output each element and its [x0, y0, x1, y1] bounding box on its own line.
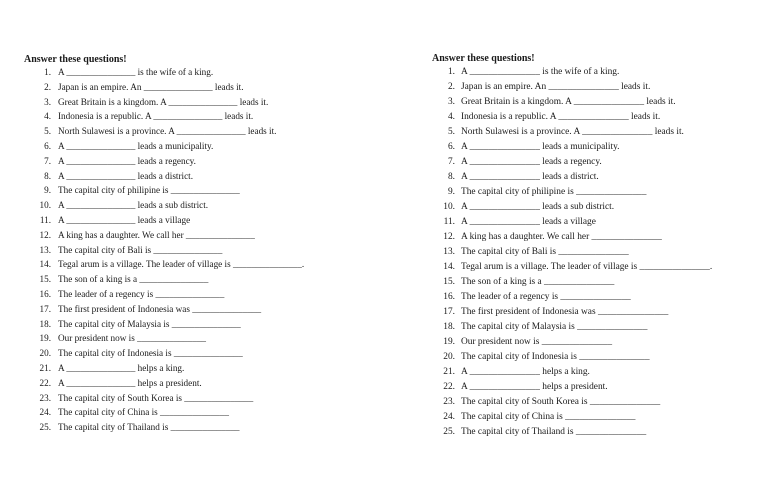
question-item [24, 140, 213, 152]
question-number: 21. [443, 367, 455, 377]
question-number: 10. [443, 202, 455, 212]
question-number: 1. [44, 67, 51, 77]
question-number: 18. [39, 318, 51, 329]
question-number: 6. [447, 142, 455, 152]
question-item [24, 421, 240, 433]
question-text: The capital city of Indonesia is _______________ [461, 352, 650, 362]
question-number: 11. [443, 217, 455, 227]
question-item [24, 288, 224, 300]
question-number: 16. [39, 289, 51, 299]
question-text: North Sulawesi is a province. A _______________ leads it. [58, 126, 277, 137]
question-text: The capital city of South Korea is _______________ [58, 392, 254, 403]
question-text: North Sulawesi is a province. A _______________ leads it. [461, 127, 684, 137]
question-item [24, 214, 190, 226]
question-item [24, 362, 184, 374]
question-text: A _______________ leads a district. [58, 170, 193, 181]
question-item [24, 125, 276, 137]
question-text: A _______________ leads a sub district. [58, 200, 209, 211]
question-number: 2. [44, 81, 51, 92]
question-number: 7. [447, 157, 455, 167]
question-text: Our president now is _______________ [461, 337, 613, 347]
question-text: The first president of Indonesia was _______________ [58, 303, 262, 314]
question-item [24, 110, 253, 122]
question-text: The capital city of Thailand is _______________ [461, 427, 647, 437]
question-text: The capital city of Thailand is _______________ [58, 422, 240, 433]
question-text: The capital city of philipine is _______________ [461, 187, 647, 197]
question-number: 4. [447, 112, 455, 122]
question-item [432, 261, 712, 273]
question-text: Japan is an empire. An _______________ leads it. [461, 82, 651, 92]
question-number: 12. [39, 229, 51, 240]
question-item [432, 201, 614, 213]
question-text: Japan is an empire. An _______________ leads it. [58, 81, 244, 92]
question-number: 20. [443, 352, 455, 362]
question-number: 17. [443, 307, 455, 317]
question-number: 8. [447, 172, 455, 182]
question-number: 23. [39, 392, 51, 403]
question-number: 9. [44, 185, 51, 196]
worksheet-heading: Answer these questions! [24, 54, 127, 65]
question-number: 13. [39, 244, 51, 255]
question-text: A king has a daughter. We call her _______________ [58, 229, 255, 240]
question-number: 3. [447, 97, 455, 107]
question-text: A _______________ helps a king. [461, 367, 590, 377]
question-text: A _______________ leads a regency. [58, 155, 196, 166]
question-item [432, 351, 650, 363]
question-item [24, 96, 268, 108]
question-text: The son of a king is a _______________ [58, 274, 209, 285]
question-text: The son of a king is a _______________ [461, 277, 615, 287]
question-item [432, 156, 602, 168]
question-number: 5. [44, 126, 51, 137]
question-text: A _______________ leads a district. [461, 172, 599, 182]
question-text: The first president of Indonesia was _______________ [461, 307, 669, 317]
question-item [24, 199, 208, 211]
question-text: The capital city of Bali is _______________ [58, 244, 223, 255]
question-number: 25. [443, 427, 455, 437]
question-item [432, 336, 612, 348]
question-number: 20. [39, 348, 51, 359]
question-number: 4. [44, 111, 51, 122]
question-text: Tegal arum is a village. The leader of village is _______________. [461, 262, 713, 272]
question-number: 19. [39, 333, 51, 344]
question-number: 11. [39, 215, 51, 225]
question-item [24, 347, 243, 359]
question-item [432, 246, 629, 258]
question-number: 9. [447, 187, 455, 197]
question-number: 24. [443, 412, 455, 422]
question-text: A _______________ leads a regency. [461, 157, 602, 167]
question-text: A _______________ leads a village [461, 217, 596, 227]
question-item [432, 186, 646, 198]
question-text: The capital city of philipine is _______________ [58, 185, 240, 196]
question-number: 22. [39, 377, 51, 388]
question-text: The capital city of South Korea is _______________ [461, 397, 661, 407]
question-item [432, 426, 646, 438]
question-text: The capital city of China is _______________ [58, 407, 229, 418]
question-number: 6. [44, 141, 51, 151]
question-number: 12. [443, 232, 455, 242]
question-text: A _______________ is the wife of a king. [58, 67, 214, 77]
question-item [432, 231, 662, 243]
question-item [24, 244, 222, 256]
question-number: 25. [39, 422, 51, 433]
question-text: The capital city of Malaysia is _______________ [461, 322, 648, 332]
question-number: 24. [39, 407, 51, 418]
question-number: 17. [39, 303, 51, 314]
question-text: Great Britain is a kingdom. A _______________ leads it. [58, 96, 269, 107]
question-item [432, 321, 647, 333]
question-number: 13. [443, 247, 455, 257]
question-text: The capital city of China is _______________ [461, 412, 636, 422]
question-item [432, 96, 676, 108]
question-item [24, 184, 240, 196]
question-item [432, 381, 608, 393]
question-text: Indonesia is a republic. A _______________ leads it. [461, 112, 661, 122]
question-text: Indonesia is a republic. A _______________ leads it. [58, 111, 254, 122]
question-text: A _______________ helps a president. [461, 382, 608, 392]
question-number: 2. [447, 82, 455, 92]
question-item [24, 406, 229, 418]
question-number: 14. [39, 259, 51, 270]
question-number: 23. [443, 397, 455, 407]
question-text: A _______________ leads a village [58, 215, 191, 225]
question-number: 15. [443, 277, 455, 287]
question-item [24, 155, 196, 167]
question-number: 7. [44, 155, 51, 166]
question-number: 19. [443, 337, 455, 347]
question-text: A _______________ leads a municipality. [461, 142, 620, 152]
question-item [432, 141, 620, 153]
question-number: 21. [39, 363, 51, 373]
question-item [24, 318, 241, 330]
question-item [432, 366, 590, 378]
question-item [432, 126, 684, 138]
question-number: 16. [443, 292, 455, 302]
question-item [24, 303, 261, 315]
question-number: 15. [39, 274, 51, 285]
question-number: 22. [443, 382, 455, 392]
question-item [24, 229, 255, 241]
question-item [432, 306, 668, 318]
question-item [432, 171, 599, 183]
question-text: Our president now is _______________ [58, 333, 207, 344]
question-text: A _______________ helps a king. [58, 363, 185, 373]
worksheet-heading: Answer these questions! [432, 53, 535, 64]
question-number: 5. [447, 127, 455, 137]
question-item [432, 291, 631, 303]
question-number: 3. [44, 96, 51, 107]
question-text: A king has a daughter. We call her _______________ [461, 232, 662, 242]
question-item [24, 66, 213, 78]
question-text: Great Britain is a kingdom. A _______________ leads it. [461, 97, 676, 107]
question-text: The capital city of Indonesia is _______________ [58, 348, 243, 359]
question-text: A _______________ leads a sub district. [461, 202, 615, 212]
question-number: 10. [39, 200, 51, 211]
question-text: A _______________ helps a president. [58, 377, 202, 388]
question-number: 1. [447, 67, 455, 77]
question-number: 8. [44, 170, 51, 181]
question-text: The leader of a regency is _______________ [58, 289, 225, 299]
question-item [432, 276, 614, 288]
question-item [432, 411, 635, 423]
question-item [24, 332, 206, 344]
question-text: The leader of a regency is _______________ [461, 292, 631, 302]
question-item [432, 66, 619, 78]
question-number: 14. [443, 262, 455, 272]
question-text: The capital city of Bali is _______________ [461, 247, 629, 257]
question-item [24, 258, 304, 270]
question-text: A _______________ leads a municipality. [58, 141, 214, 151]
question-text: Tegal arum is a village. The leader of village is _______________. [58, 259, 305, 270]
question-number: 18. [443, 322, 455, 332]
question-item [432, 111, 660, 123]
question-item [24, 377, 202, 389]
question-item [432, 81, 650, 93]
question-item [24, 170, 193, 182]
question-item [24, 81, 244, 93]
question-item [24, 273, 208, 285]
question-item [432, 396, 660, 408]
question-text: A _______________ is the wife of a king. [461, 67, 620, 77]
question-item [24, 392, 253, 404]
question-item [432, 216, 596, 228]
question-text: The capital city of Malaysia is _______________ [58, 318, 241, 329]
